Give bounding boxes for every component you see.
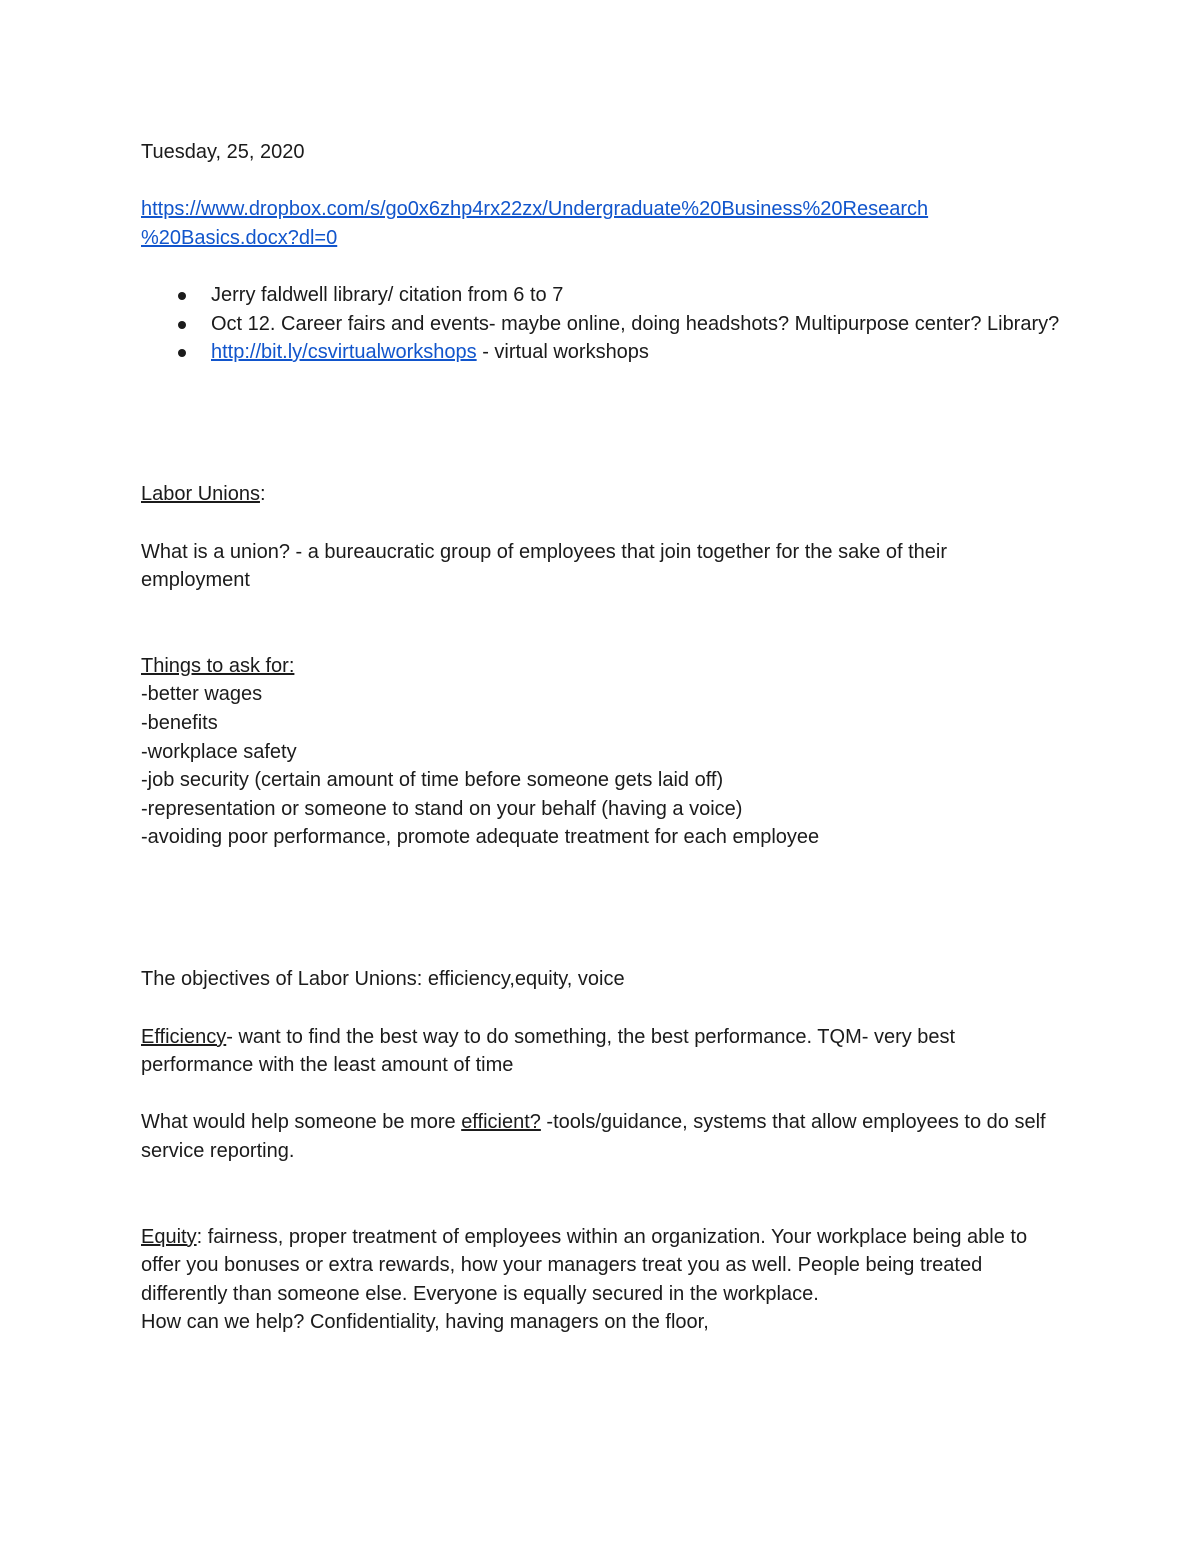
- dropbox-link-line1: https://www.dropbox.com/s/go0x6zhp4rx22zx/Undergraduate%20Business%20Research: [141, 198, 929, 221]
- bullet-text: Oct 12. Career fairs and events- maybe online, doing headshots? Multipurpose center? Library?: [211, 312, 1060, 335]
- efficiency-paragraph: [141, 1023, 1061, 1080]
- bullet-dot-icon: [178, 292, 186, 300]
- efficient-question-after: -tools/guidance, systems that allow employees to do self service reporting.: [141, 1111, 1046, 1163]
- efficient-term: efficient?: [461, 1111, 541, 1134]
- objectives-line: The objectives of Labor Unions: efficiency,equity, voice: [141, 968, 625, 991]
- bullet-item-library: [211, 281, 1061, 310]
- things-item: -benefits: [141, 711, 218, 734]
- equity-paragraph: [141, 1223, 1061, 1309]
- things-item: -avoiding poor performance, promote adequate treatment for each employee: [141, 826, 820, 849]
- labor-unions-heading-suffix: :: [259, 483, 266, 506]
- labor-unions-heading-line: [141, 480, 1061, 509]
- workshops-link[interactable]: http://bit.ly/csvirtualworkshops: [211, 341, 477, 364]
- document-page: [141, 138, 1061, 1337]
- efficient-question-before: What would help someone be more: [141, 1111, 462, 1134]
- equity-term: Equity: [141, 1225, 197, 1248]
- bullet-list: [141, 281, 1061, 367]
- things-item: -workplace safety: [141, 740, 297, 763]
- things-item: -job security (certain amount of time before someone gets laid off): [141, 769, 724, 792]
- date-line: Tuesday, 25, 2020: [141, 141, 305, 163]
- things-item: -better wages: [141, 683, 263, 706]
- labor-unions-heading: Labor Unions: [141, 483, 260, 506]
- bullet-text: Jerry faldwell library/ citation from 6 to 7: [211, 283, 564, 306]
- bullet-item-workshops: [211, 338, 1061, 367]
- things-heading-line: [141, 652, 1061, 681]
- things-heading: Things to ask for:: [141, 654, 295, 677]
- bullet-item-career-fairs: [211, 310, 1061, 339]
- efficiency-text: - want to find the best way to do something, the best performance. TQM- very best performance with the least amount of time: [141, 1025, 956, 1077]
- union-definition: What is a union? - a bureaucratic group of employees that join together for the sake of their employment: [141, 540, 948, 592]
- things-item: -representation or someone to stand on your behalf (having a voice): [141, 797, 743, 820]
- equity-text: : fairness, proper treatment of employees within an organization. Your workplace being able to offer you bonuses or extra rewards, how your managers treat you as well. People being treated differently than someone else. Everyone is equally secured in the workplace.: [141, 1225, 1028, 1305]
- efficient-question-paragraph: [141, 1108, 1061, 1165]
- dropbox-link-line2: %20Basics.docx?dl=0: [141, 226, 338, 249]
- dropbox-link[interactable]: [141, 198, 928, 249]
- bullet-dot-icon: [178, 349, 186, 357]
- help-line: How can we help? Confidentiality, having managers on the floor,: [141, 1311, 709, 1334]
- bullet-dot-icon: [178, 321, 186, 329]
- dropbox-link-paragraph: [141, 195, 1061, 252]
- efficiency-term: Efficiency: [141, 1025, 227, 1048]
- bullet-text: - virtual workshops: [476, 341, 649, 364]
